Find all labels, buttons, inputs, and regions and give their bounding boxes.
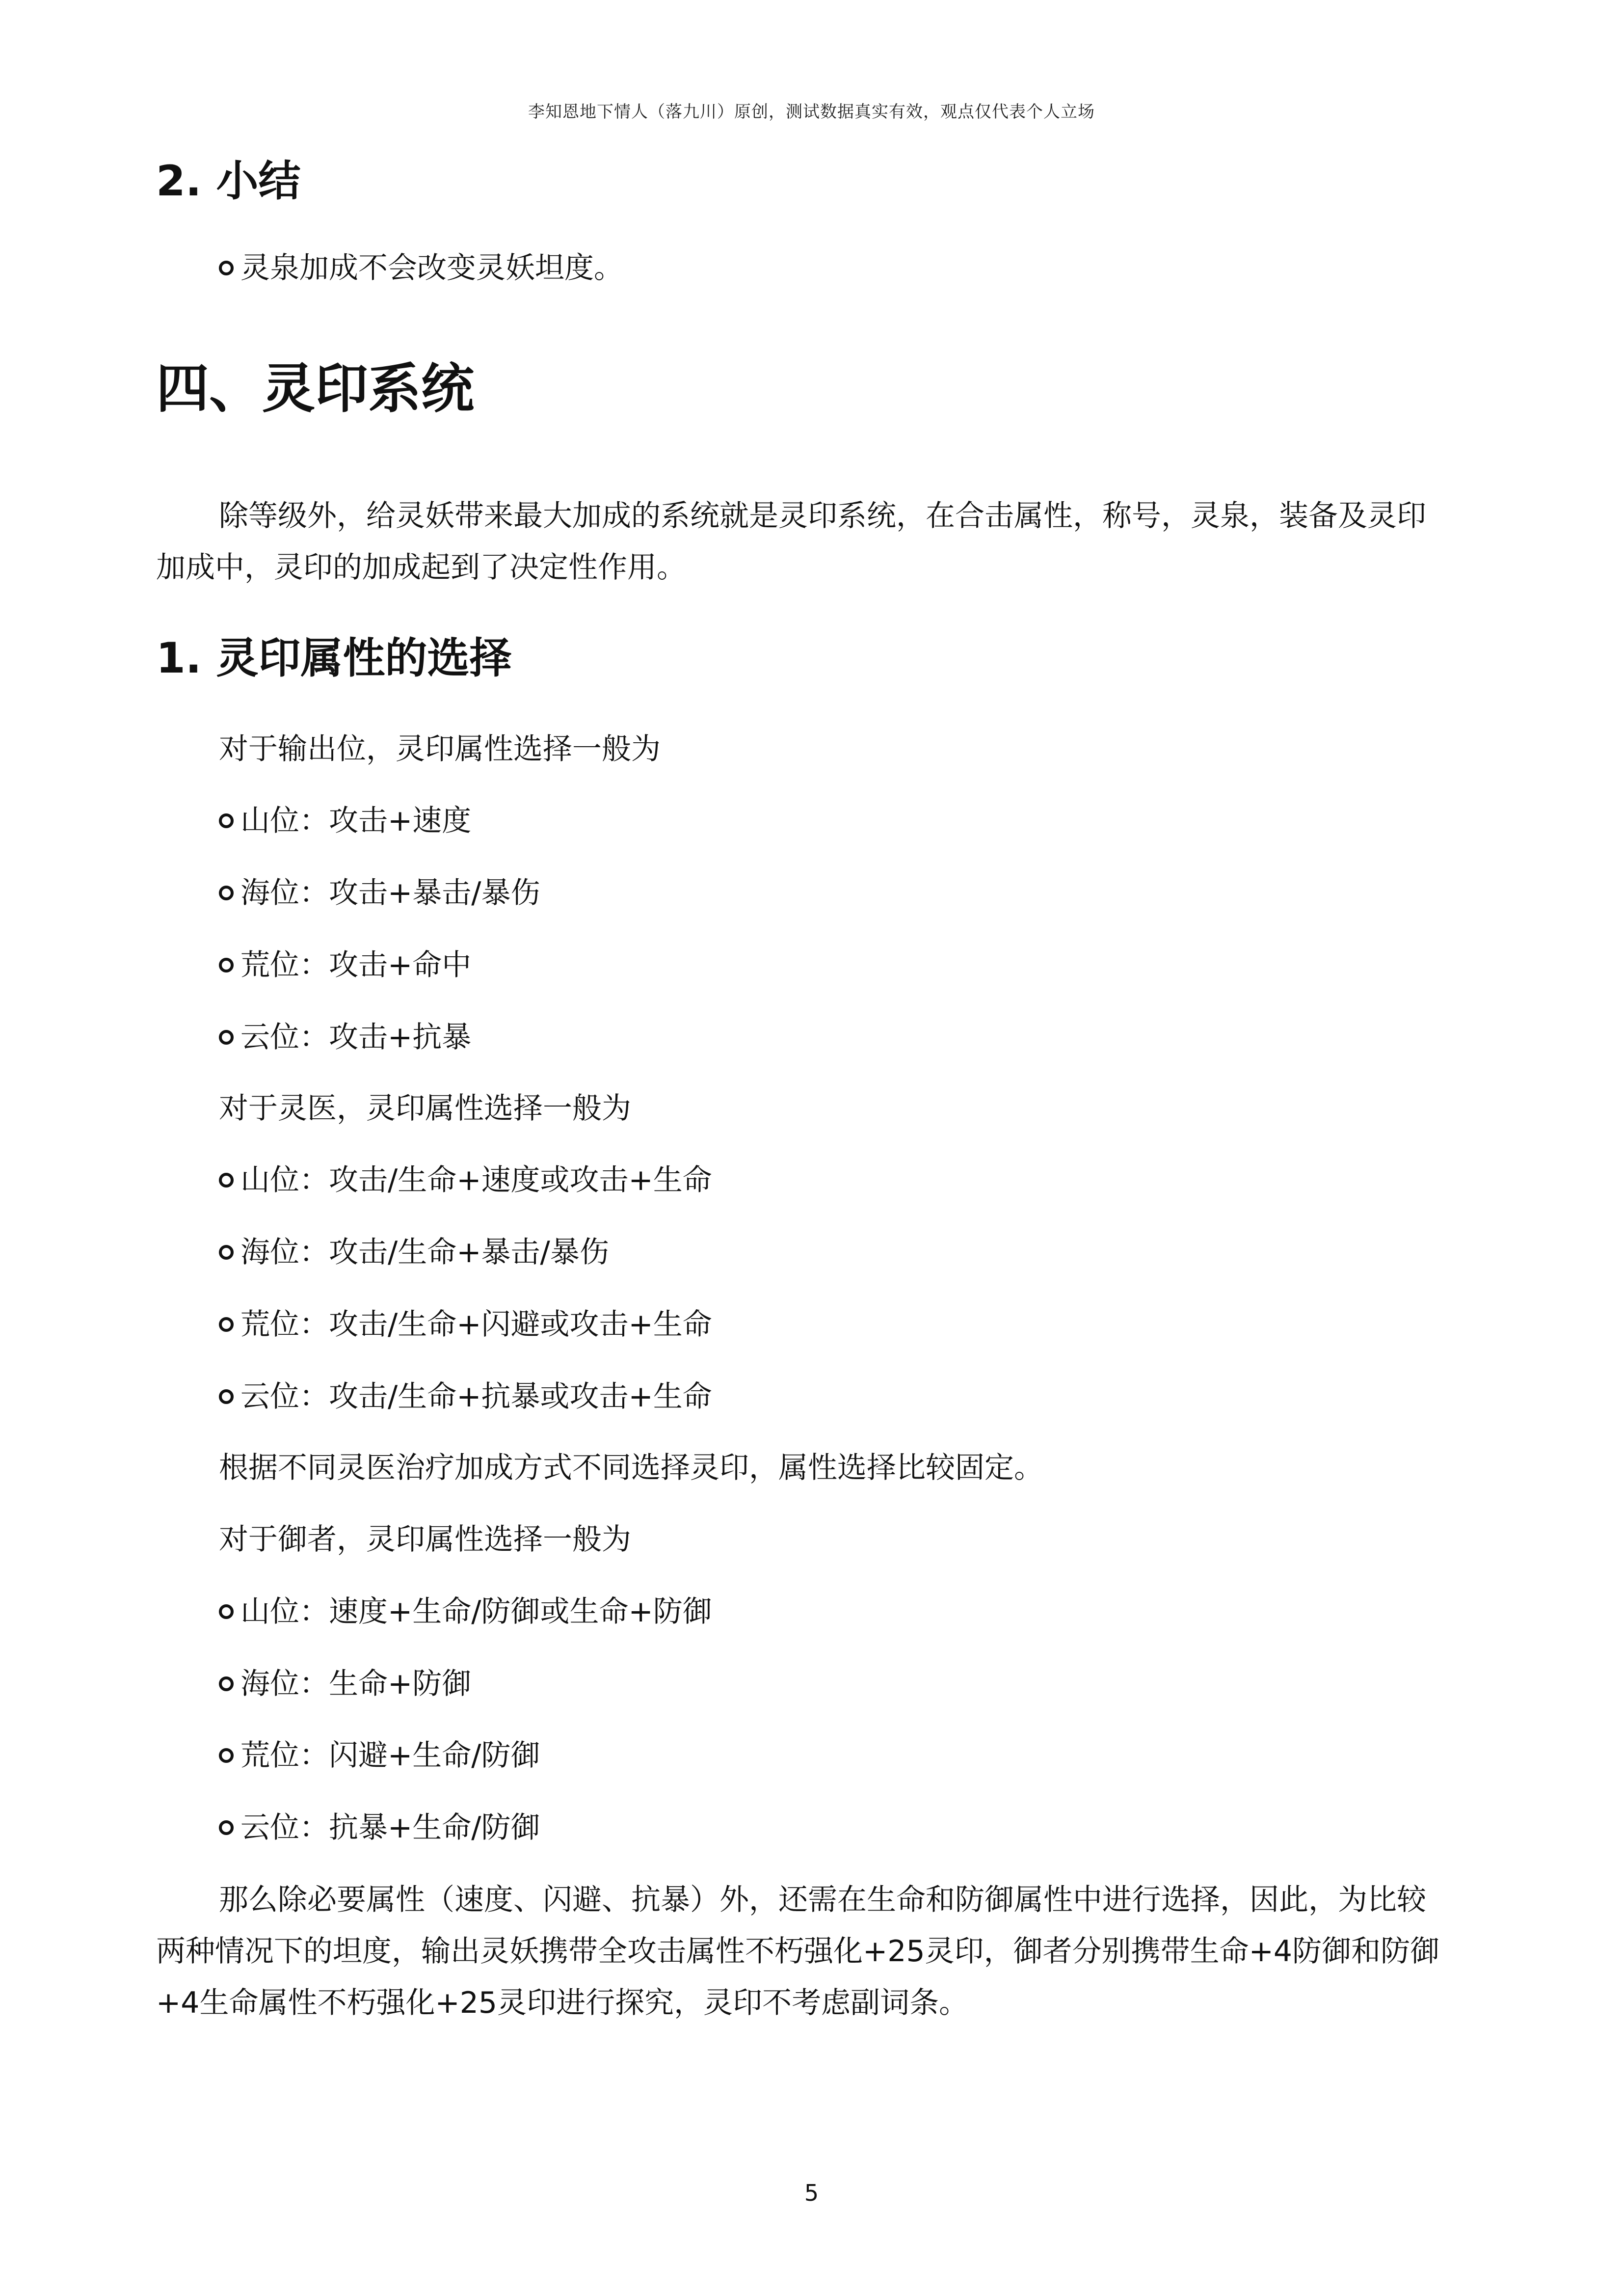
list-item (219, 1307, 712, 1342)
paragraph-line: 加成中，灵印的加成起到了决定性作用。 (156, 550, 686, 585)
paragraph-line: 对于灵医，灵印属性选择一般为 (219, 1091, 631, 1126)
paragraph-line: 那么除必要属性（速度、闪避、抗暴）外，还需在生命和防御属性中进行选择，因此，为比较 (219, 1883, 1426, 1917)
list-item (219, 1810, 540, 1845)
circle-bullet-icon (219, 1748, 234, 1763)
section-heading-choice: 1. 灵印属性的选择 (156, 634, 512, 683)
paragraph-line: 两种情况下的坦度，输出灵妖携带全攻击属性不朽强化+25灵印，御者分别携带生命+4防御和防御 (156, 1934, 1440, 1969)
list-item (219, 1162, 712, 1198)
circle-bullet-icon (219, 813, 234, 828)
list-item (219, 875, 540, 911)
list-item (219, 1379, 712, 1414)
list-item-text: 海位：生命+防御 (240, 1667, 472, 1701)
circle-bullet-icon (219, 958, 234, 972)
circle-bullet-icon (219, 1604, 234, 1619)
paragraph-line: 对于输出位，灵印属性选择一般为 (219, 732, 661, 766)
circle-bullet-icon (219, 1173, 234, 1188)
list-item-text: 荒位：攻击+命中 (240, 948, 472, 982)
circle-bullet-icon (219, 1317, 234, 1332)
paragraph-line: 根据不同灵医治疗加成方式不同选择灵印，属性选择比较固定。 (219, 1451, 1043, 1485)
paragraph-line: 对于御者，灵印属性选择一般为 (219, 1522, 631, 1557)
section-heading-summary: 2. 小结 (156, 157, 301, 206)
list-item-text: 山位：攻击/生命+速度或攻击+生命 (240, 1163, 712, 1197)
circle-bullet-icon (219, 886, 234, 900)
list-item-text: 荒位：攻击/生命+闪避或攻击+生命 (240, 1307, 712, 1342)
chapter-heading: 四、灵印系统 (156, 358, 475, 420)
page-header: 李知恩地下情人（落九川）原创，测试数据真实有效，观点仅代表个人立场 (528, 102, 1095, 122)
list-item-text: 山位：速度+生命/防御或生命+防御 (240, 1594, 712, 1629)
list-item (219, 1020, 471, 1055)
circle-bullet-icon (219, 1245, 234, 1260)
circle-bullet-icon (219, 1389, 234, 1404)
list-item (219, 1235, 609, 1270)
list-item (219, 803, 471, 838)
list-item-text: 云位：攻击/生命+抗暴或攻击+生命 (240, 1379, 712, 1414)
list-item-text: 云位：抗暴+生命/防御 (240, 1810, 540, 1845)
circle-bullet-icon (219, 1820, 234, 1835)
list-item-text: 荒位：闪避+生命/防御 (240, 1738, 540, 1773)
paragraph-line: +4生命属性不朽强化+25灵印进行探究，灵印不考虑副词条。 (156, 1986, 969, 2020)
circle-bullet-icon (219, 261, 234, 275)
circle-bullet-icon (219, 1676, 234, 1691)
list-item-text: 山位：攻击+速度 (240, 804, 472, 838)
page-number: 5 (804, 2180, 819, 2206)
list-item-text: 云位：攻击+抗暴 (240, 1020, 472, 1054)
circle-bullet-icon (219, 1030, 234, 1045)
list-item (219, 1666, 471, 1702)
list-item-text: 灵泉加成不会改变灵妖坦度。 (240, 251, 623, 285)
list-item (219, 1738, 540, 1773)
list-item (219, 1594, 712, 1629)
list-item (219, 947, 471, 983)
list-item-text: 海位：攻击/生命+暴击/暴伤 (240, 1235, 609, 1270)
paragraph-line: 除等级外，给灵妖带来最大加成的系统就是灵印系统，在合击属性，称号，灵泉，装备及灵印 (219, 499, 1426, 533)
list-item (219, 250, 623, 286)
list-item-text: 海位：攻击+暴击/暴伤 (240, 876, 540, 910)
